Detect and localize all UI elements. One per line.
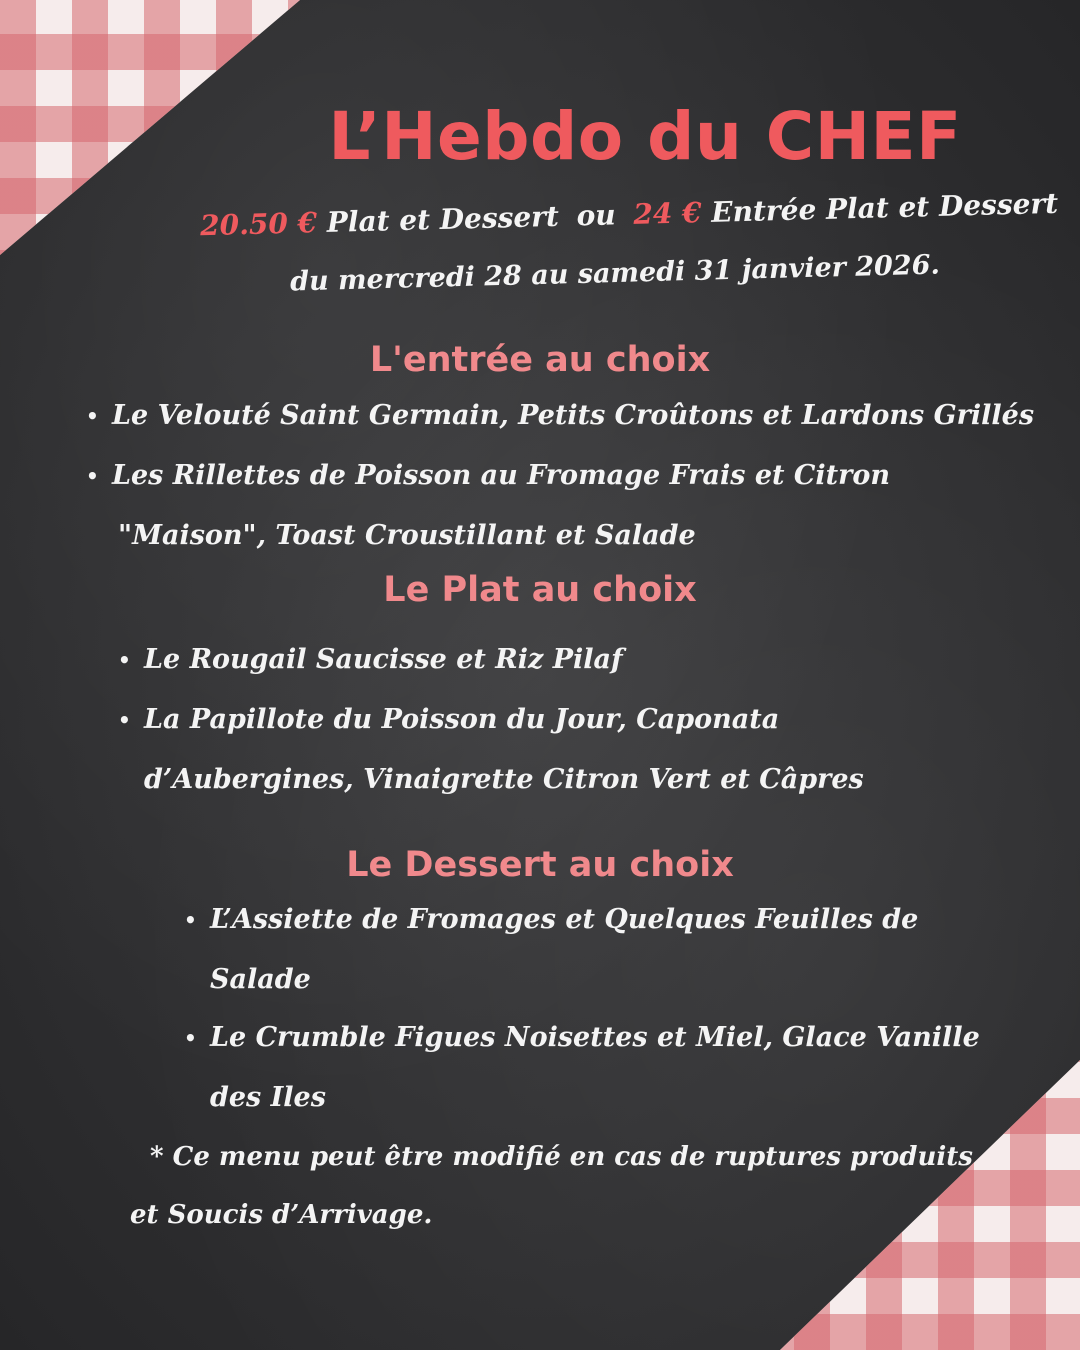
item-line: La Papillote du Poisson du Jour, Caponata — [144, 704, 780, 735]
item-line: d’Aubergines, Vinaigrette Citron Vert et Câpres — [144, 764, 864, 795]
bullet-icon: • — [86, 464, 99, 488]
list-item — [184, 1008, 980, 1128]
bullet-icon: • — [184, 1026, 197, 1050]
bullet-icon: • — [86, 404, 99, 428]
item-line: L’Assiette de Fromages et Quelques Feuilles de — [210, 904, 919, 935]
item-line: Le Rougail Saucisse et Riz Pilaf — [144, 644, 623, 675]
disclaimer-line-2: et Soucis d’Arrivage. — [130, 1200, 433, 1230]
section-title-plat: Le Plat au choix — [383, 570, 697, 610]
list-item — [118, 690, 864, 810]
list-item — [118, 630, 623, 690]
section-title-entree: L'entrée au choix — [369, 340, 711, 380]
list-item — [86, 446, 890, 566]
list-item — [86, 386, 1035, 446]
price-three-courses: 24 € — [632, 196, 702, 231]
disclaimer-line-1: * Ce menu peut être modifié en cas de ruptures produits — [150, 1142, 973, 1172]
section-title-dessert: Le Dessert au choix — [346, 845, 734, 885]
pricing-separator: ou — [576, 198, 617, 233]
item-line: "Maison", Toast Croustillant et Salade — [118, 520, 696, 551]
item-line: Le Velouté Saint Germain, Petits Croûtons et Lardons Grillés — [112, 400, 1035, 431]
label-three-courses: Entrée Plat et Dessert — [710, 186, 1059, 229]
item-line: Le Crumble Figues Noisettes et Miel, Glace Vanille — [210, 1022, 980, 1053]
bullet-icon: • — [184, 908, 197, 932]
bullet-icon: • — [118, 648, 131, 672]
date-range: du mercredi 28 au samedi 31 janvier 2026. — [289, 249, 941, 298]
item-line: des Iles — [210, 1082, 326, 1113]
pricing-line — [200, 187, 1059, 242]
bullet-icon: • — [118, 708, 131, 732]
menu-title: L’Hebdo du CHEF — [328, 98, 962, 175]
label-two-courses: Plat et Dessert — [326, 199, 560, 239]
list-item — [184, 890, 919, 1010]
price-two-courses: 20.50 € — [199, 206, 318, 243]
item-line: Les Rillettes de Poisson au Fromage Frais et Citron — [112, 460, 890, 491]
item-line: Salade — [210, 964, 311, 995]
